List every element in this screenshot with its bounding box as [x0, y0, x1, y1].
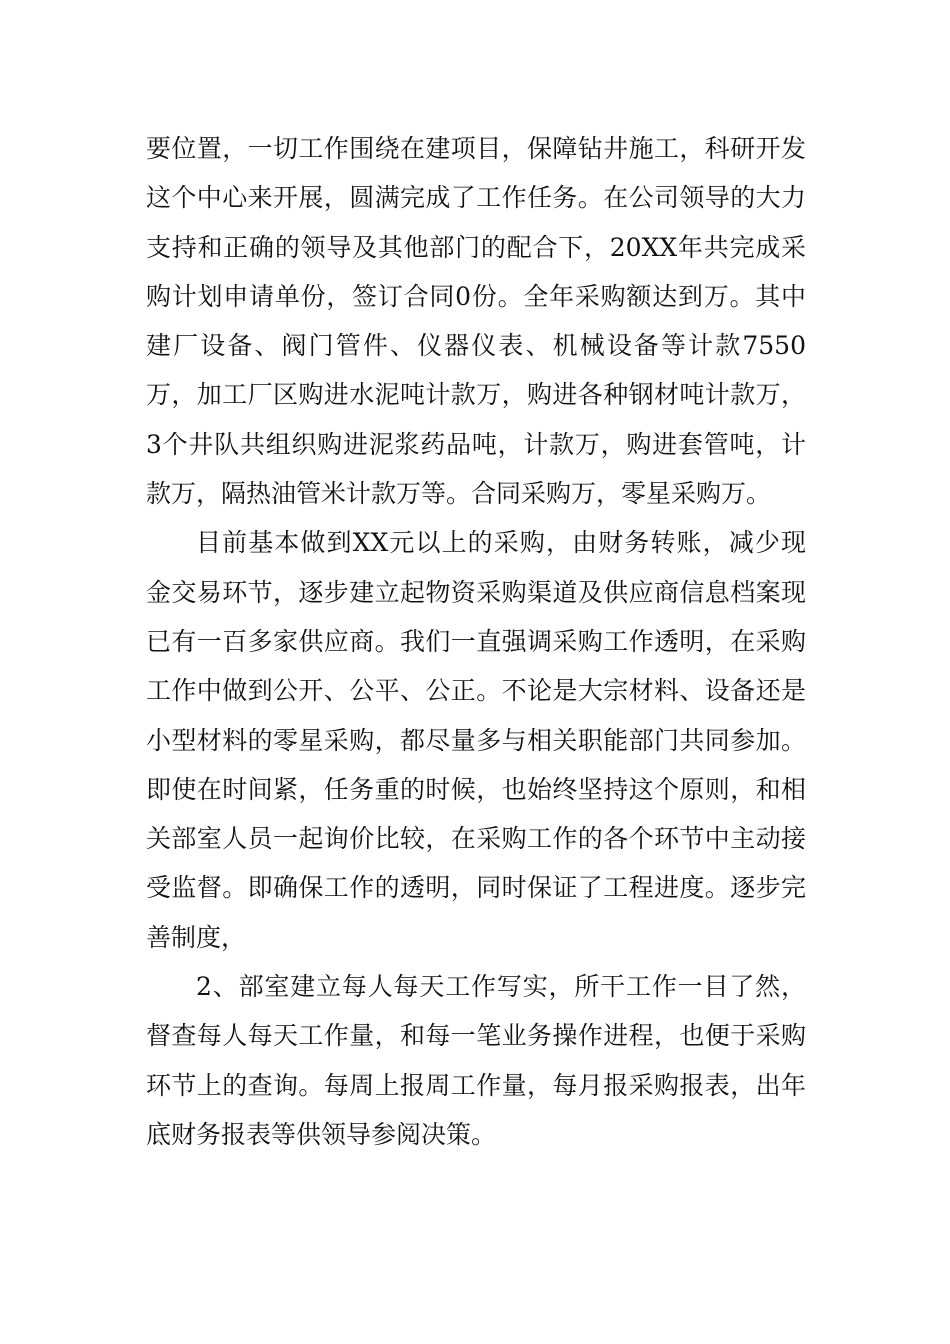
paragraph-daily-work-records: 2、部室建立每人每天工作写实，所干工作一目了然，督查每人每天工作量，和每一笔业务操作进程，也便于采购环节上的查询。每周上报周工作量，每月报采购报表，出年底财务报表等供领导参阅决策。 — [146, 972, 806, 1149]
paragraph-continuation: 要位置，一切工作围绕在建项目，保障钻井施工，科研开发这个中心来开展，圆满完成了工作任务。在公司领导的大力支持和正确的领导及其他部门的配合下，20XX年共完成采购计划申请单份，签订合同0份。全年采购额达到万。其中建厂设备、阀门管件、仪器仪表、机械设备等计款7550万，加工厂区购进水泥吨计款万，购进各种钢材吨计款万，3个井队共组织购进泥浆药品吨，计款万，购进套管吨，计款万，隔热油管米计款万等。合同采购万，零星采购万。 — [146, 134, 806, 509]
document-body — [146, 124, 806, 1159]
paragraph-procurement-transparency: 目前基本做到XX元以上的采购，由财务转账，减少现金交易环节，逐步建立起物资采购渠道及供应商信息档案现已有一百多家供应商。我们一直强调采购工作透明，在采购工作中做到公开、公平、公正。不论是大宗材料、设备还是小型材料的零星采购，都尽量多与相关职能部门共同参加。即使在时间紧，任务重的时候，也始终坚持这个原则，和相关部室人员一起询价比较，在采购工作的各个环节中主动接受监督。即确保工作的透明，同时保证了工程进度。逐步完善制度， — [146, 528, 806, 952]
